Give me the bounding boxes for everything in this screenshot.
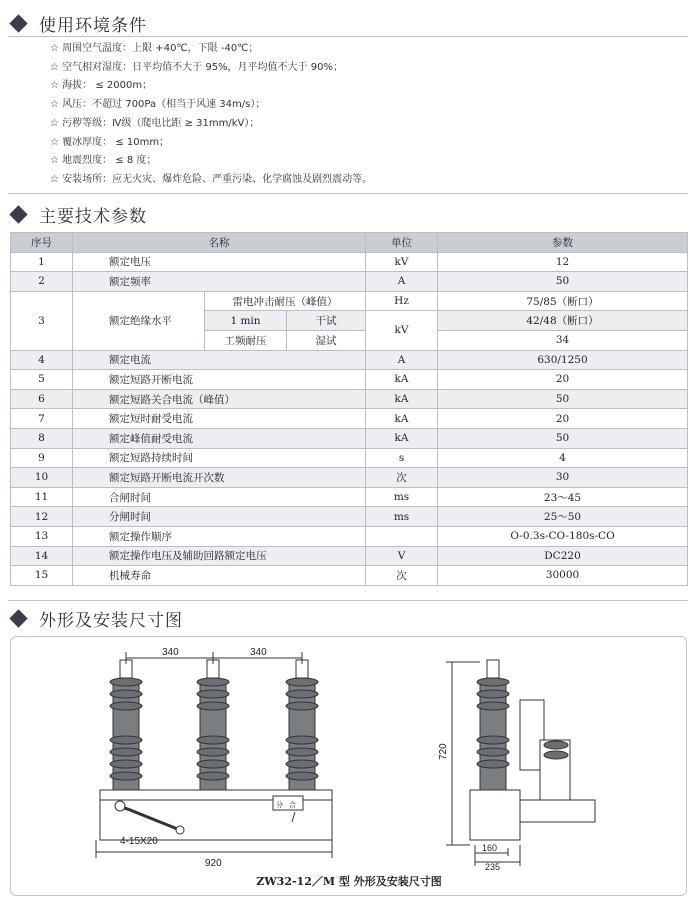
cell-unit: V: [366, 546, 438, 566]
label-close: 合: [289, 802, 296, 809]
cell-unit: 次: [366, 468, 438, 488]
cell-no: 4: [11, 350, 73, 370]
cell-no: 2: [11, 272, 73, 292]
cell-name: 额定短时耐受电流: [73, 409, 366, 429]
cell-no: 5: [11, 370, 73, 390]
cell-name: 分闸时间: [73, 507, 366, 527]
cell-subname: 干试: [287, 311, 366, 331]
dim-label-holes: 4-15X20: [120, 836, 158, 847]
environment-item: ☆ 覆冰厚度： ≤ 10mm；: [50, 134, 372, 153]
cell-name: 机械寿命: [73, 566, 366, 586]
dim-label-235: 235: [485, 862, 501, 872]
cell-unit: A: [366, 272, 438, 292]
cell-unit: ms: [366, 507, 438, 527]
environment-item: ☆ 安装场所：应无火灾、爆炸危险、严重污染、化学腐蚀及剧烈震动等。: [50, 171, 372, 190]
cell-name: 合闸时间: [73, 487, 366, 507]
col-header-name: 名称: [73, 233, 366, 253]
cell-value: 20: [438, 409, 688, 429]
dim-label-340a: 340: [162, 647, 179, 658]
cell-no: 7: [11, 409, 73, 429]
cell-no: 11: [11, 487, 73, 507]
cell-subname: 工频耐压: [205, 330, 287, 350]
cell-unit: kV: [366, 311, 438, 350]
cell-unit: 次: [366, 566, 438, 586]
cell-unit: A: [366, 350, 438, 370]
cell-name: 额定电压: [73, 252, 366, 272]
cell-value: 23～45: [438, 487, 688, 507]
cell-subname: 雷电冲击耐压（峰值）: [205, 291, 366, 311]
cell-no: 9: [11, 448, 73, 468]
section-title: 主要技术参数: [39, 207, 147, 227]
cell-unit: kA: [366, 389, 438, 409]
environment-item: ☆ 海拔： ≤ 2000m；: [50, 77, 372, 96]
environment-item: ☆ 地震烈度： ≤ 8 度；: [50, 152, 372, 171]
cell-unit: s: [366, 448, 438, 468]
cell-unit: kA: [366, 409, 438, 429]
cell-value: 4: [438, 448, 688, 468]
cell-no: 12: [11, 507, 73, 527]
cell-name: 额定短路持续时间: [73, 448, 366, 468]
insulator-right: [286, 678, 318, 790]
insulator-left: [110, 678, 142, 790]
cell-value: 630/1250: [438, 350, 688, 370]
cell-no: 10: [11, 468, 73, 488]
cell-name: 额定操作顺序: [73, 526, 366, 546]
section-title: 使用环境条件: [39, 16, 147, 36]
cell-unit: ms: [366, 487, 438, 507]
cell-name: 额定绝缘水平: [73, 291, 205, 350]
label-open: 分: [276, 802, 283, 809]
environment-item: ☆ 污秽等级：Ⅳ级（爬电比距 ≥ 31mm/kV）；: [50, 115, 372, 134]
insulator-middle: [197, 678, 229, 790]
cell-value: 50: [438, 389, 688, 409]
cell-no: 15: [11, 566, 73, 586]
dim-label-920: 920: [205, 858, 222, 869]
cell-unit: kV: [366, 252, 438, 272]
environment-item: ☆ 风压：不超过 700Pa（相当于风速 34m/s）；: [50, 96, 372, 115]
cell-value: 30000: [438, 566, 688, 586]
dim-label-160: 160: [482, 843, 498, 853]
dim-label-340b: 340: [250, 647, 267, 658]
cell-name: 额定操作电压及辅助回路额定电压: [73, 546, 366, 566]
cell-value: 30: [438, 468, 688, 488]
cell-name: 额定峰值耐受电流: [73, 428, 366, 448]
cell-no: 13: [11, 526, 73, 546]
cell-value: 50: [438, 428, 688, 448]
cell-no: 3: [11, 291, 73, 350]
cell-no: 8: [11, 428, 73, 448]
cell-value: 50: [438, 272, 688, 292]
cell-name: 额定电流: [73, 350, 366, 370]
col-header-value: 参数: [438, 233, 688, 253]
cell-value: 75/85（断口）: [438, 291, 688, 311]
cell-no: 6: [11, 389, 73, 409]
col-header-no: 序号: [11, 233, 73, 253]
cell-name: 额定短路开断电流开次数: [73, 468, 366, 488]
cell-value: 12: [438, 252, 688, 272]
drawing-caption: ZW32-12／M 型 外形及安装尺寸图: [256, 875, 442, 888]
cell-name: 额定频率: [73, 272, 366, 292]
cell-name: 额定短路关合电流（峰值）: [73, 389, 366, 409]
section-title: 外形及安装尺寸图: [39, 611, 183, 631]
environment-item: ☆ 空气相对湿度：日平均值不大于 95%，月平均值不大于 90%；: [50, 59, 372, 78]
cell-no: 14: [11, 546, 73, 566]
cell-value: DC220: [438, 546, 688, 566]
dim-label-720: 720: [438, 743, 449, 760]
cell-value: 42/48（断口）: [438, 311, 688, 331]
cell-value: O-0.3s-CO-180s-CO: [438, 526, 688, 546]
cell-unit: kA: [366, 370, 438, 390]
cell-unit: Hz: [366, 291, 438, 311]
cell-name: 额定短路开断电流: [73, 370, 366, 390]
cell-subname: 1 min: [205, 311, 287, 331]
environment-item: ☆ 周围空气温度：上限 +40℃，下限 -40℃；: [50, 40, 372, 59]
col-header-unit: 单位: [366, 233, 438, 253]
cell-unit: kA: [366, 428, 438, 448]
cell-subname: 湿试: [287, 330, 366, 350]
cell-no: 1: [11, 252, 73, 272]
cell-value: 34: [438, 330, 688, 350]
cell-value: 20: [438, 370, 688, 390]
cell-value: 25～50: [438, 507, 688, 527]
